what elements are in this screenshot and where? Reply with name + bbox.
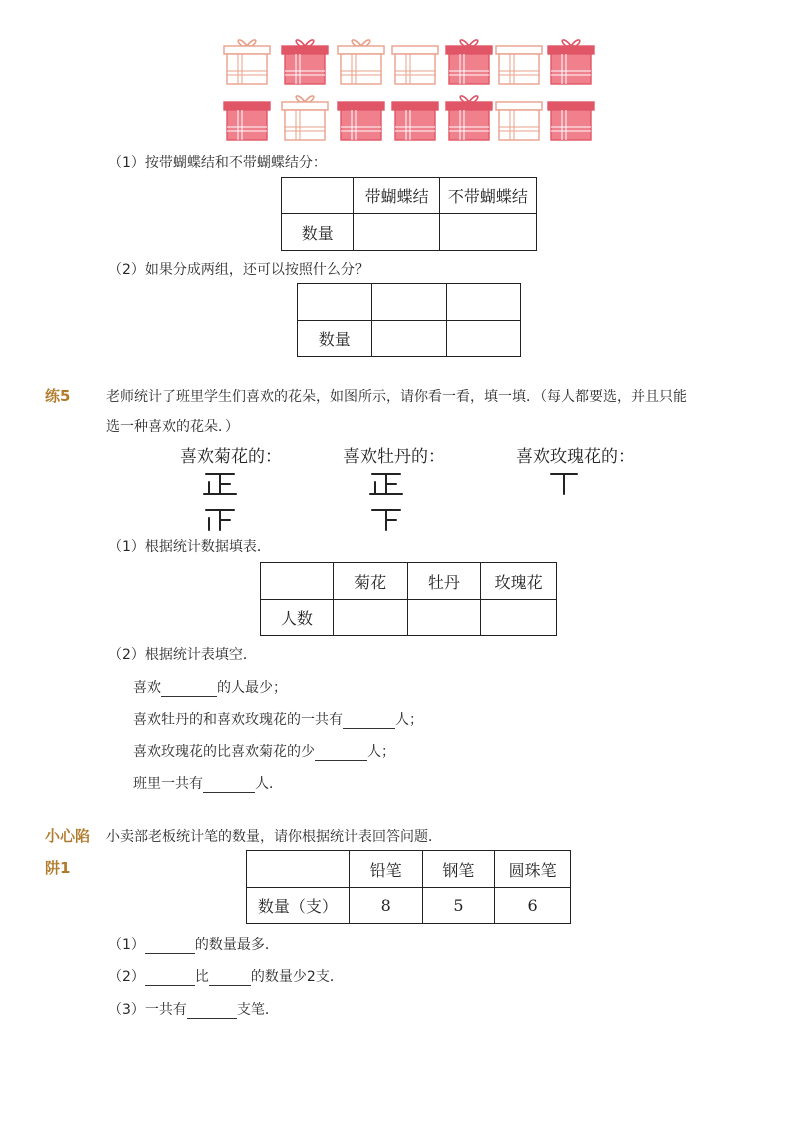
fill-line-1-a: 喜欢 [133,680,161,696]
flower-table-row-label: 人数 [261,600,334,636]
gift-box-pink [446,96,492,140]
practice5-label: 练5 [45,387,71,405]
pen-table-head-ballpoint: 圆珠笔 [495,851,571,888]
pen-table-row-label: 数量（支） [247,888,350,924]
fill-line-2-a: 喜欢牡丹的和喜欢玫瑰花的一共有 [133,712,343,728]
trap1-q3 [108,999,279,1019]
trap1-label-line2: 阱1 [45,859,71,877]
flower-table-head-rose: 玫瑰花 [481,563,557,600]
bow-table-row-label: 数量 [282,214,354,251]
group-table-cell-1[interactable] [372,321,446,357]
pen-table-value-ballpoint: 6 [495,888,571,924]
practice5-line1: 老师统计了班里学生们喜欢的花朵，如图所示，请你看一看，填一填．（每人都要选，并且只能 [106,389,687,405]
flower-table-cell-peony[interactable] [407,600,481,636]
trap1-q2 [108,966,344,986]
tally-marks-chrysanthemum [196,466,246,536]
fill-line-2-b: 人； [395,712,423,728]
gift-boxes-illustration [0,30,800,150]
group-table-cell-2[interactable] [446,321,520,357]
gift-box-pink [392,102,438,140]
tally-header-peony: 喜欢牡丹的： [343,447,445,467]
trap1-q2-b: 比 [194,969,209,985]
pen-table-value-pencil: 8 [349,888,422,924]
tally-header-rose: 喜欢玫瑰花的： [516,447,635,467]
bow-table-cell-without[interactable] [439,214,536,251]
bow-table-cell-with[interactable] [354,214,439,251]
practice5-sub2: （2）根据统计表填空． [108,647,257,663]
group-table-head-1[interactable] [372,284,446,321]
fill-blank-1[interactable] [161,680,217,697]
gift-box-pink [548,102,594,140]
bow-table-head-with: 带蝴蝶结 [354,178,439,214]
trap1-q3-a: （3）一共有 [108,1002,187,1018]
gift-box-pink [548,40,594,84]
trap1-q1-b: 的数量最多． [194,937,279,953]
gift-box-pink [338,102,384,140]
gift-box-plain [338,40,384,84]
flower-table-head-chrysanthemum: 菊花 [333,563,407,600]
gift-box-plain [496,46,542,84]
trap1-q2-blank-2[interactable] [209,969,251,986]
gift-box-pink [282,40,328,84]
flower-table-cell-chrysanthemum[interactable] [333,600,407,636]
fill-line-2 [133,709,423,729]
q1-sub2: （2）如果分成两组，还可以按照什么分？ [108,262,369,278]
gift-box-plain [282,96,328,140]
fill-blank-4[interactable] [203,776,255,793]
practice5-line2: 选一种喜欢的花朵．） [106,419,239,435]
tally-marks-peony [362,466,412,536]
gift-box-plain [496,102,542,140]
flower-table-corner [261,563,334,600]
gift-box-plain [224,40,270,84]
fill-blank-3[interactable] [315,744,367,761]
fill-line-3 [133,741,395,761]
trap1-q1 [108,934,279,954]
bow-table-head-without: 不带蝴蝶结 [439,178,536,214]
trap1-q1-blank[interactable] [145,937,195,954]
fill-line-3-b: 人； [367,744,395,760]
trap1-label-line1: 小心陷 [45,827,91,845]
tally-marks-rose [545,466,585,498]
group-table-corner[interactable] [298,284,372,321]
pen-table-corner [247,851,350,888]
fill-line-3-a: 喜欢玫瑰花的比喜欢菊花的少 [133,744,315,760]
group-table-head-2[interactable] [446,284,520,321]
pen-table-value-fountain-pen: 5 [422,888,495,924]
trap1-q3-blank[interactable] [187,1002,237,1019]
practice5-sub1: （1）根据统计数据填表． [108,539,271,555]
trap1-q2-a: （2） [108,969,145,985]
group-table-row-label: 数量 [298,321,372,357]
trap1-q3-b: 支笔． [236,1002,279,1018]
pen-table [246,850,571,924]
fill-blank-2[interactable] [343,712,395,729]
flower-table [260,562,557,636]
fill-line-4-a: 班里一共有 [133,776,203,792]
fill-line-1-b: 的人最少； [217,680,287,696]
tally-header-chrysanthemum: 喜欢菊花的： [180,447,282,467]
fill-line-4 [133,773,283,793]
group-table [297,283,521,357]
trap1-q1-a: （1） [108,937,145,953]
bow-table-corner [282,178,354,214]
pen-table-head-pencil: 铅笔 [349,851,422,888]
trap1-q2-blank-1[interactable] [145,969,195,986]
flower-table-cell-rose[interactable] [481,600,557,636]
gift-box-pink [224,102,270,140]
fill-line-1 [133,677,287,697]
pen-table-head-fountain-pen: 钢笔 [422,851,495,888]
q1-sub1: （1）按带蝴蝶结和不带蝴蝶结分： [108,155,327,171]
flower-table-head-peony: 牡丹 [407,563,481,600]
fill-line-4-b: 人． [255,776,283,792]
gift-box-plain [392,46,438,84]
trap1-intro: 小卖部老板统计笔的数量，请你根据统计表回答问题． [106,829,442,845]
bow-table [281,177,537,251]
trap1-q2-c: 的数量少2支． [250,969,344,985]
gift-box-pink [446,40,492,84]
